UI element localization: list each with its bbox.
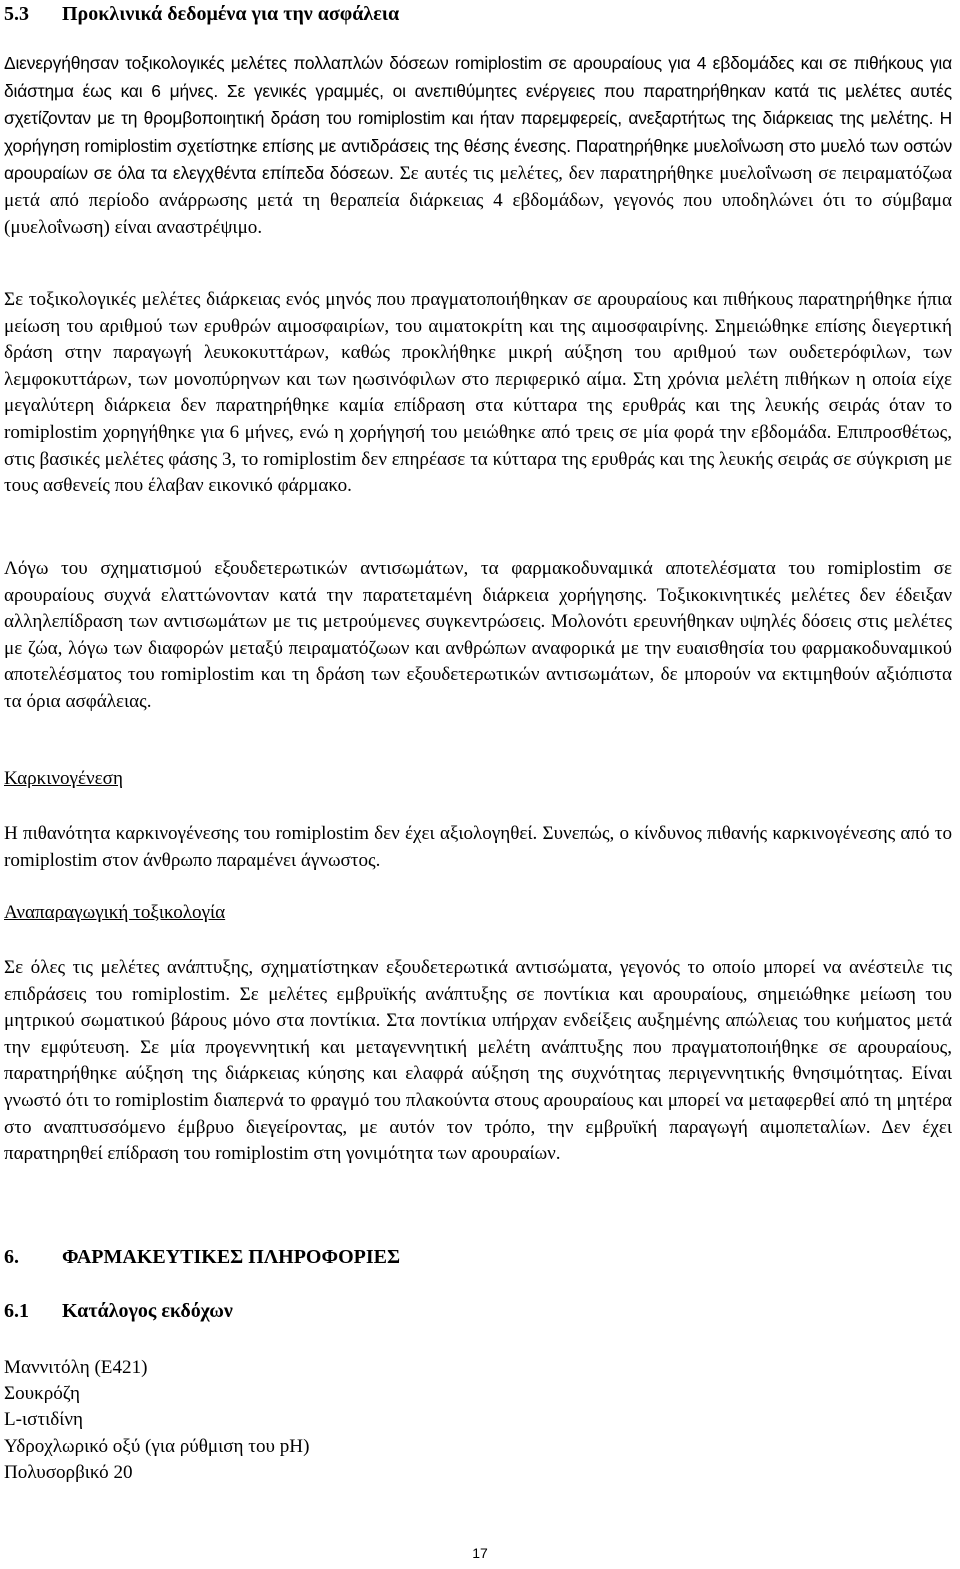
section-number: 5.3 bbox=[4, 3, 29, 25]
page-number: 17 bbox=[472, 1545, 488, 1561]
excipient-item: Σουκρόζη bbox=[4, 1383, 80, 1405]
paragraph-hematology: Σε τοξικολογικές μελέτες διάρκειας ενός μηνός που πραγματοποιήθηκαν σε αρουραίους και πιθήκους παρατηρήθηκε ήπια μείωση του αριθμού των ερυθρών αιμοσφαιρίων, του αιματοκρίτη και της αιμοσφαιρίνης. Σημειώθηκε επίσης διεγερτική δράση στην παραγωγή λευκοκυττάρων, καθώς προκλήθηκε μικρή αύξηση του αριθμού των ουδετερόφιλων, των λεμφοκυττάρων, των μονοπύρηνων και των ηωσινόφιλων στο περιφερικό αίμα. Στη χρόνια μελέτη πιθήκων η οποία είχε μεγαλύτερη διάρκεια δεν παρατηρήθηκε καμία επίδραση στα κύτταρα της ερυθράς και της λευκής σειράς όταν το romiplostim χορηγήθηκε για 6 μήνες, ενώ η χορήγησή του μειώθηκε από τρεις σε μία φορά την εβδομάδα. Επιπροσθέτως, στις βασικές μελέτες φάσης 3, το romiplostim δεν επηρέασε τα κύτταρα της ερυθράς και της λευκής σειράς σε σύγκριση με τους ασθενείς που έλαβαν εικονικό φάρμακο. bbox=[4, 289, 952, 497]
paragraph-repeat-dose-toxicity bbox=[4, 50, 952, 241]
carcinogenesis-heading: Καρκινογένεση bbox=[4, 768, 123, 789]
section-6-heading bbox=[4, 1246, 400, 1269]
paragraph-reproductive-toxicology: Σε όλες τις μελέτες ανάπτυξης, σχηματίστηκαν εξουδετερωτικά αντισώματα, γεγονός το οποίο μπορεί να ανέστειλε τις επιδράσεις του romiplostim. Σε μελέτες εμβρυϊκής ανάπτυξης σε ποντίκια και αρουραίους, σημειώθηκε μείωση του μητρικού σωματικού βάρους μόνο στα ποντίκια. Στα ποντίκια υπήρχαν ενδείξεις αυξημένης απώλειας του κυήματος μετά την εμφύτευση. Σε μία προγεννητική και μεταγεννητική μελέτη ανάπτυξης που πραγματοποιήθηκε σε αρουραίους, παρατηρήθηκε αύξηση της διάρκειας κύησης και ελαφρά αύξηση της συχνότητας περιγεννητικής θνησιμότητας. Είναι γνωστό ότι το romiplostim διαπερνά το φραγμό του πλακούντα στους αρουραίους και μπορεί να μεταφερθεί από τη μητέρα στο αναπτυσσόμενο έμβρυο διεγείροντας, με αυτόν τον τρόπο, την εμβρυϊκή παραγωγή αιμοπεταλίων. Δεν έχει παρατηρηθεί επίδραση του romiplostim στη γονιμότητα των αρουραίων. bbox=[4, 957, 952, 1165]
excipient-item: L-ιστιδίνη bbox=[4, 1409, 84, 1431]
section-title: ΦΑΡΜΑΚΕΥΤΙΚΕΣ ΠΛΗΡΟΦΟΡΙΕΣ bbox=[62, 1246, 401, 1268]
paragraph-neutralizing-antibodies: Λόγω του σχηματισμού εξουδετερωτικών αντισωμάτων, τα φαρμακοδυναμικά αποτελέσματα του romiplostim σε αρουραίους συχνά ελαττώνονταν κατά την παρατεταμένη διάρκεια χορήγησης. Τοξικοκινητικές μελέτες δεν έδειξαν αλληλεπίδραση των αντισωμάτων με τις μετρούμενες συγκεντρώσεις. Μολονότι ερευνήθηκαν υψηλές δόσεις στις μελέτες με ζώα, λόγω των διαφορών μεταξύ πειραματόζωων και ανθρώπων αναφορικά με την ευαισθησία του φαρμακοδυναμικού αποτελέσματος του romiplostim και τη δράση των εξουδετερωτικών αντισωμάτων, δε μπορούν να εκτιμηθούν αξιόπιστα τα όρια ασφάλειας. bbox=[4, 558, 952, 712]
section-title: Κατάλογος εκδόχων bbox=[62, 1300, 233, 1322]
paragraph-serif-part: Σε αυτές τις μελέτες, δεν παρατηρήθηκε μυελοΐνωση σε πειραματόζωα μετά από περίοδο ανάρρωσης μετά τη θεραπεία διάρκειας 4 εβδομάδων, γεγονός που υποδηλώνει ότι το σύμβαμα (μυελοΐνωση) είναι αναστρέψιμο. bbox=[4, 163, 952, 238]
paragraph-sans-part: Διενεργήθησαν τοξικολογικές μελέτες πολλαπλών δόσεων romiplostim σε αρουραίους για 4 εβδομάδες και σε πιθήκους για διάστημα έως και 6 μήνες. Σε γενικές γραμμές, οι ανεπιθύμητες ενέργειες που παρατηρήθηκαν κατά τις μελέτες αυτές σχετίζονταν με τη θρομβοποιητική δράση του romiplostim και ήταν παρεμφερείς, ανεξαρτήτως της διάρκειας της μελέτης. Η χορήγηση romiplostim σχετίστηκε επίσης με αντιδράσεις της θέσης ένεσης. Παρατηρήθηκε μυελοΐνωση στο μυελό των οστών αρουραίων σε όλα τα ελεγχθέντα επίπεδα δόσεων. bbox=[4, 53, 952, 184]
excipient-item: Μαννιτόλη (E421) bbox=[4, 1357, 148, 1378]
section-number: 6. bbox=[4, 1246, 19, 1268]
section-number: 6.1 bbox=[4, 1300, 29, 1322]
reproductive-toxicology-heading: Αναπαραγωγική τοξικολογία bbox=[4, 902, 226, 923]
excipients-list bbox=[4, 1355, 309, 1486]
section-5-3-heading bbox=[4, 3, 399, 26]
excipient-item: Πολυσορβικό 20 bbox=[4, 1461, 133, 1483]
paragraph-carcinogenesis: Η πιθανότητα καρκινογένεσης του romiplostim δεν έχει αξιολογηθεί. Συνεπώς, ο κίνδυνος πιθανής καρκινογένεσης από το romiplostim στον άνθρωπο παραμένει άγνωστος. bbox=[4, 823, 952, 871]
excipient-item: Υδροχλωρικό οξύ (για ρύθμιση του pH) bbox=[4, 1435, 310, 1457]
section-6-1-heading bbox=[4, 1300, 233, 1323]
section-title: Προκλινικά δεδομένα για την ασφάλεια bbox=[62, 3, 400, 25]
